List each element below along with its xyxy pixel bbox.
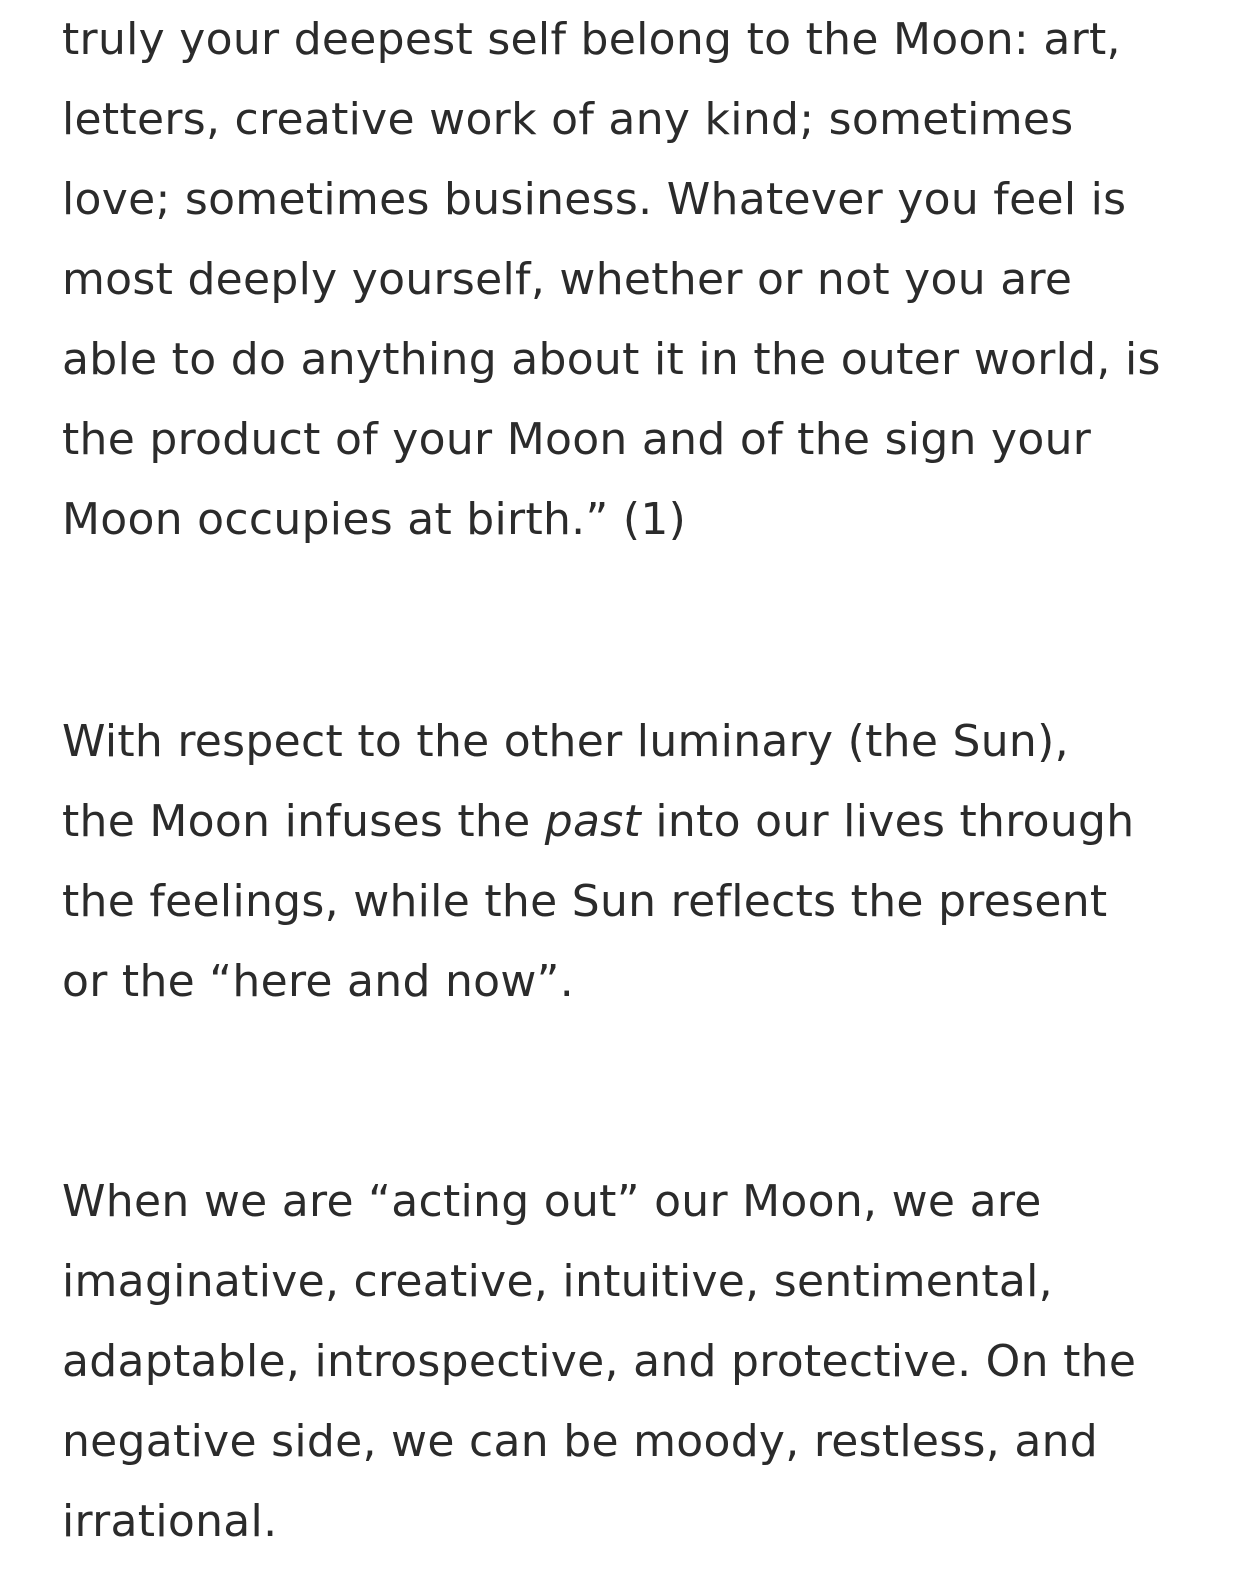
text-line: negative side, we can be moody, restless, and — [62, 1416, 1099, 1467]
text-line: irrational. — [62, 1496, 278, 1547]
paragraph-moon-self — [62, 0, 1161, 560]
text-line: love; sometimes business. Whatever you feel is — [62, 174, 1127, 225]
text-line: the product of your Moon and of the sign your — [62, 414, 1092, 465]
text-line: able to do anything about it in the outer world, is — [62, 334, 1161, 385]
text-segment: into our lives through — [641, 796, 1135, 847]
text-line: letters, creative work of any kind; sometimes — [62, 94, 1074, 145]
text-line: the feelings, while the Sun reflects the present — [62, 876, 1108, 927]
paragraph-acting-out — [62, 1162, 1136, 1562]
text-line: When we are “acting out” our Moon, we are — [62, 1176, 1042, 1227]
text-line: With respect to the other luminary (the Sun), — [62, 716, 1069, 767]
text-line: most deeply yourself, whether or not you are — [62, 254, 1073, 305]
text-line — [62, 782, 1134, 862]
text-line: or the “here and now”. — [62, 956, 575, 1007]
text-line: imaginative, creative, intuitive, sentimental, — [62, 1256, 1053, 1307]
text-line: truly your deepest self belong to the Moon: art, — [62, 14, 1121, 65]
text-segment: the Moon infuses the — [62, 796, 545, 847]
emphasized-word: past — [544, 796, 642, 847]
text-line: Moon occupies at birth.” (1) — [62, 494, 687, 545]
text-line: adaptable, introspective, and protective. On the — [62, 1336, 1137, 1387]
paragraph-luminary — [62, 702, 1134, 1022]
